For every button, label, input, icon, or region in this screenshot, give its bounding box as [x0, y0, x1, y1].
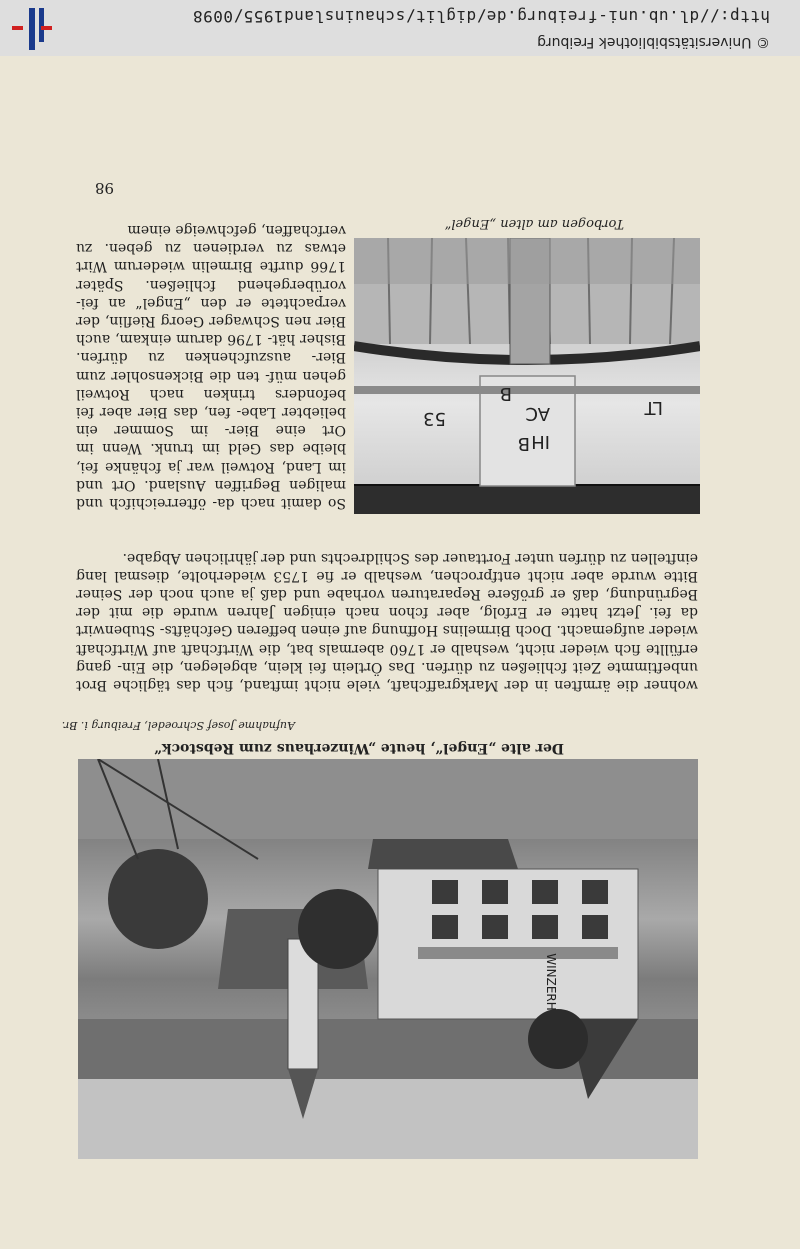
winzerhaus-sign: WINZERH — [544, 953, 559, 1011]
inscription-ac: AC — [525, 403, 550, 424]
inscription-lt: LT — [644, 397, 663, 418]
document-url[interactable]: http://dl.ub.uni-freiburg.de/diglit/schauinsland1955/0098 — [192, 7, 770, 26]
photo-gateway-arch — [354, 238, 700, 514]
caption-gateway-arch: Torbogen am alten „Engel“ — [444, 216, 624, 231]
arch-drawing — [354, 238, 700, 514]
page-number: 98 — [94, 179, 114, 197]
body-text-wide — [76, 548, 698, 694]
inscription-b-right: B — [499, 383, 512, 404]
ub-freiburg-logo-icon[interactable] — [12, 8, 52, 50]
viewer-header — [0, 0, 800, 56]
inscription-ih: IH — [531, 431, 550, 452]
inscription-b-left: B — [517, 433, 530, 454]
photo-winzerhaus — [78, 759, 698, 1159]
photo-credit: Aufnahme Josef Schroedel, Freiburg i. Br. — [61, 719, 295, 732]
body-paragraph-narrow: So damit nach da- öfterreichifch und maligen Begriffen Ausland. Ort und im Land, Rotweil war ja fchänke fei, bleibe das Geld im trunk. Wenn im Ort eine Bier- im Sommer ein beliebter Labe- fen, das Bier aber fei befonders trinken nach Rotweil gehen müf- ten die Bickensohler zum Bier- auszufchenken zu dürfen. Bisher hät- 1796 darum einkam, auch Bier nen Schwager Georg Rieflin, der verpachtete er den „Engel“ an fei- vorübergehend fchließen. Später 1766 durfte Birmelin wiederum Wirt etwas zu verdienen zu geben. zu verfchaffen, gefchweige einem — [76, 221, 346, 511]
caption-winzerhaus: Der alte „Engel“, heute „Winzerhaus zum Rebstock“ — [153, 740, 564, 756]
book-page — [0, 56, 800, 1249]
village-drawing — [78, 759, 698, 1159]
inscription-53: 53 — [423, 408, 446, 429]
body-text-column — [76, 221, 346, 512]
copyright-text: © Universitätsbibliothek Freiburg — [537, 34, 770, 50]
body-paragraph-wide: wohner die ärmften in der Markgraffchaft, viele nicht imftand, fich das tägliche Brot unbeftimmte Zeit fchließen zu dürfen. Das Örtlein fei klein, abgelegen, die Ein- gang erfüllte fich wieder nicht, weshalb er 1760 abermals bat, die Wirtfchaft auf Wirtfchaft wieder aufgemacht. Doch Birmelins Hoffnung auf einen befferen Gefchäfts- Stubenwirt da fei. Jetzt hatte er Erfolg, aber fchon nach einigen Jahren wurde die mit der Begründung, daß er größere Reparaturen vorhabe und daß ja auch noch der Seiner Bitte wurde aber nicht entfprochen, weshalb er fie 1753 wiederholte, diesmal lang einftellen zu dürfen unter Forttauer des Schildrechts und der jährlichen Abgabe. — [76, 549, 698, 693]
